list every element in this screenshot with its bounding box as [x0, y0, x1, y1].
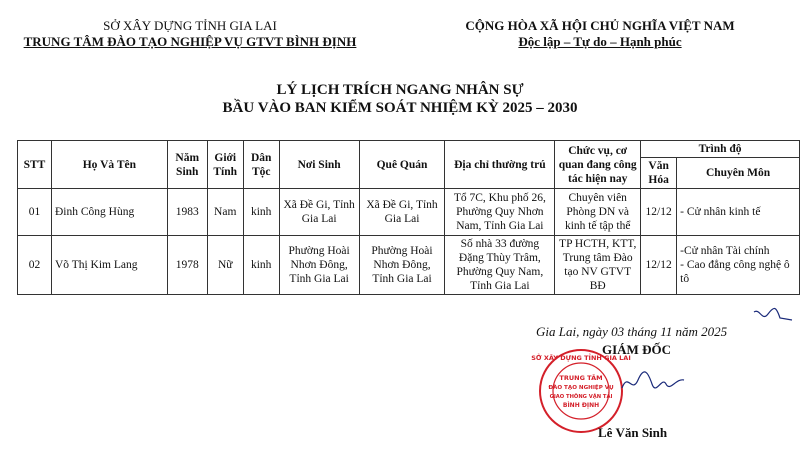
- cell-culture: 12/12: [641, 189, 677, 236]
- cell-address: Tổ 7C, Khu phố 26, Phường Quy Nhơn Nam, Tỉnh Gia Lai: [445, 189, 555, 236]
- cell-specialty: [677, 236, 800, 295]
- document-title: LÝ LỊCH TRÍCH NGANG NHÂN SỰ: [276, 82, 524, 98]
- header-ethnic: Dân Tộc: [243, 141, 279, 189]
- cell-culture: 12/12: [641, 236, 677, 295]
- cell-gender: Nữ: [207, 236, 243, 295]
- header-stt: STT: [18, 141, 52, 189]
- cell-specialty: [677, 189, 800, 236]
- national-title: CỘNG HÒA XÃ HỘI CHỦ NGHĨA VIỆT NAM: [465, 18, 735, 33]
- svg-text:ĐÀO TẠO NGHIỆP VỤ: ĐÀO TẠO NGHIỆP VỤ: [548, 385, 614, 391]
- signing-date: Gia Lai, ngày 03 tháng 11 năm 2025: [536, 324, 728, 339]
- cell-stt: 02: [18, 236, 52, 295]
- header-name: Họ Và Tên: [51, 141, 167, 189]
- cell-name: Đinh Công Hùng: [51, 189, 167, 236]
- cell-position: TP HCTH, KTT, Trung tâm Đào tạo NV GTVT BĐ: [555, 236, 641, 295]
- header-hometown: Quê Quán: [359, 141, 445, 189]
- cell-gender: Nam: [207, 189, 243, 236]
- cell-hometown: Xã Đề Gi, Tỉnh Gia Lai: [359, 189, 445, 236]
- signer-name: Lê Văn Sinh: [598, 425, 668, 440]
- header-level: Trình độ: [641, 141, 800, 158]
- svg-text:TRUNG TÂM: TRUNG TÂM: [559, 374, 603, 382]
- cell-position: Chuyên viên Phòng DN và kinh tế tập thể: [555, 189, 641, 236]
- table-row: [18, 189, 800, 236]
- header-gender: Giới Tính: [207, 141, 243, 189]
- header-left: [10, 18, 370, 50]
- specialty-line: -Cử nhân Tài chính: [680, 245, 770, 257]
- personnel-table: [17, 140, 800, 295]
- header-year: Năm Sinh: [167, 141, 207, 189]
- center-name: TRUNG TÂM ĐÀO TẠO NGHIỆP VỤ GTVT BÌNH ĐỊNH: [23, 34, 357, 49]
- official-stamp: [531, 348, 631, 434]
- cell-stt: 01: [18, 189, 52, 236]
- cell-ethnic: kinh: [243, 236, 279, 295]
- signer-role: GIÁM ĐỐC: [602, 342, 671, 357]
- specialty-line: - Cử nhân kinh tế: [680, 206, 761, 218]
- cell-birthplace: Xã Đề Gi, Tỉnh Gia Lai: [279, 189, 359, 236]
- initial-signature: [752, 300, 796, 330]
- cell-name: Võ Thị Kim Lang: [51, 236, 167, 295]
- header-birthplace: Nơi Sinh: [279, 141, 359, 189]
- header-address: Địa chỉ thường trú: [445, 141, 555, 189]
- department-name: SỞ XÂY DỰNG TỈNH GIA LAI: [103, 18, 277, 33]
- cell-year: 1983: [167, 189, 207, 236]
- header-specialty: Chuyên Môn: [677, 158, 800, 189]
- cell-ethnic: kinh: [243, 189, 279, 236]
- director-signature: [618, 368, 688, 396]
- national-motto: Độc lập – Tự do – Hạnh phúc: [518, 34, 682, 49]
- svg-text:GIAO THÔNG VẬN TẢI: GIAO THÔNG VẬN TẢI: [549, 394, 613, 400]
- table-header-row: [18, 141, 800, 158]
- header-position: Chức vụ, cơ quan đang công tác hiện nay: [555, 141, 641, 189]
- cell-year: 1978: [167, 236, 207, 295]
- header-right: [420, 18, 780, 50]
- cell-hometown: Phường Hoài Nhơn Đông, Tỉnh Gia Lai: [359, 236, 445, 295]
- cell-address: Số nhà 33 đường Đặng Thùy Trâm, Phường Quy Nam, Tỉnh Gia Lai: [445, 236, 555, 295]
- header-culture: Văn Hóa: [641, 158, 677, 189]
- cell-birthplace: Phường Hoài Nhơn Đông, Tỉnh Gia Lai: [279, 236, 359, 295]
- svg-text:BÌNH ĐỊNH: BÌNH ĐỊNH: [562, 402, 600, 409]
- specialty-line: - Cao đẳng công nghệ ô tô: [680, 259, 790, 285]
- document-subtitle: BẦU VÀO BAN KIỂM SOÁT NHIỆM KỲ 2025 – 2030: [222, 100, 578, 116]
- table-row: [18, 236, 800, 295]
- svg-text:SỞ XÂY DỰNG TỈNH GIA LAI: SỞ XÂY DỰNG TỈNH GIA LAI: [531, 354, 631, 362]
